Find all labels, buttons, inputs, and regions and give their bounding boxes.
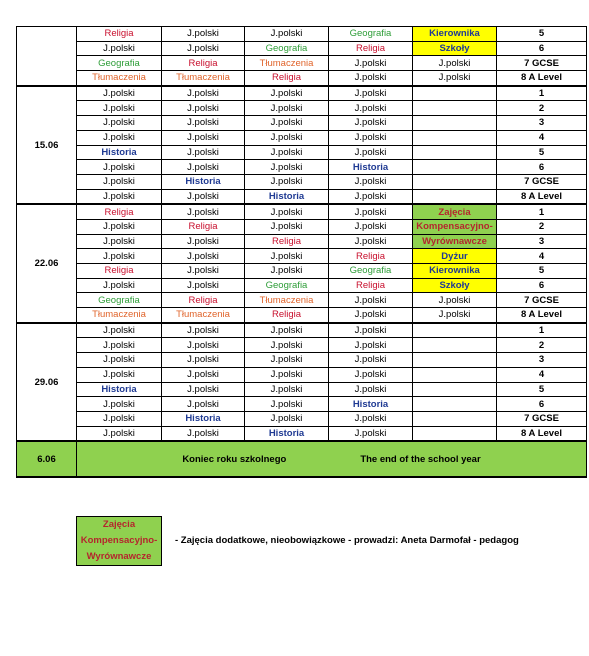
lesson-cell bbox=[413, 323, 497, 338]
duty-note-cell: Szkoły bbox=[413, 278, 497, 293]
schedule-row bbox=[17, 130, 587, 145]
schedule-row bbox=[17, 27, 587, 42]
lesson-cell: J.polski bbox=[162, 204, 245, 219]
lesson-cell: J.polski bbox=[329, 71, 413, 86]
lesson-cell: J.polski bbox=[245, 160, 329, 175]
lesson-cell: Geografia bbox=[77, 56, 162, 71]
extra-class-cell: Wyrównawcze bbox=[413, 234, 497, 249]
schedule-row bbox=[17, 367, 587, 382]
lesson-cell: J.polski bbox=[162, 367, 245, 382]
lesson-cell: J.polski bbox=[329, 101, 413, 116]
lesson-number: 1 bbox=[497, 323, 587, 338]
lesson-cell: J.polski bbox=[245, 204, 329, 219]
lesson-cell: J.polski bbox=[329, 382, 413, 397]
schedule-row bbox=[17, 204, 587, 219]
schedule-row bbox=[17, 116, 587, 131]
schedule-row bbox=[17, 411, 587, 426]
end-of-year-banner bbox=[77, 441, 587, 477]
lesson-cell: Tłumaczenia bbox=[77, 71, 162, 86]
lesson-cell: J.polski bbox=[245, 174, 329, 189]
lesson-cell: Religia bbox=[77, 27, 162, 42]
lesson-cell: J.polski bbox=[329, 145, 413, 160]
lesson-cell: Historia bbox=[245, 189, 329, 204]
lesson-cell: J.polski bbox=[245, 367, 329, 382]
lesson-cell: J.polski bbox=[245, 145, 329, 160]
lesson-cell: Religia bbox=[77, 264, 162, 279]
lesson-number: 6 bbox=[497, 41, 587, 56]
lesson-number: 8 A Level bbox=[497, 189, 587, 204]
lesson-cell: J.polski bbox=[162, 426, 245, 441]
lesson-cell: Tłumaczenia bbox=[162, 308, 245, 323]
lesson-cell: J.polski bbox=[245, 353, 329, 368]
duty-note-cell: Kierownika bbox=[413, 264, 497, 279]
lesson-cell: Geografia bbox=[329, 27, 413, 42]
end-of-year-row bbox=[17, 441, 587, 477]
schedule-row bbox=[17, 145, 587, 160]
lesson-cell: J.polski bbox=[245, 382, 329, 397]
lesson-cell: J.polski bbox=[245, 101, 329, 116]
lesson-cell: J.polski bbox=[245, 411, 329, 426]
lesson-cell: Tłumaczenia bbox=[245, 56, 329, 71]
lesson-cell: J.polski bbox=[77, 426, 162, 441]
week-date: 29.06 bbox=[17, 323, 77, 442]
lesson-cell: Religia bbox=[245, 234, 329, 249]
lesson-cell: J.polski bbox=[162, 27, 245, 42]
lesson-cell: J.polski bbox=[329, 353, 413, 368]
schedule-row bbox=[17, 323, 587, 338]
lesson-cell: J.polski bbox=[245, 338, 329, 353]
lesson-cell: J.polski bbox=[77, 189, 162, 204]
lesson-cell: J.polski bbox=[77, 116, 162, 131]
lesson-cell bbox=[413, 145, 497, 160]
lesson-cell: J.polski bbox=[162, 234, 245, 249]
lesson-number: 8 A Level bbox=[497, 71, 587, 86]
lesson-cell: J.polski bbox=[77, 219, 162, 234]
lesson-cell: Historia bbox=[329, 160, 413, 175]
lesson-cell: J.polski bbox=[245, 116, 329, 131]
lesson-cell: J.polski bbox=[245, 323, 329, 338]
duty-note-cell: Kierownika bbox=[413, 27, 497, 42]
lesson-cell: J.polski bbox=[77, 338, 162, 353]
lesson-cell: Tłumaczenia bbox=[245, 293, 329, 308]
lesson-cell: J.polski bbox=[413, 71, 497, 86]
lesson-cell: J.polski bbox=[329, 219, 413, 234]
lesson-cell: J.polski bbox=[162, 323, 245, 338]
lesson-number: 7 GCSE bbox=[497, 56, 587, 71]
week-date: 22.06 bbox=[17, 204, 77, 323]
lesson-number: 2 bbox=[497, 338, 587, 353]
lesson-cell: J.polski bbox=[77, 323, 162, 338]
lesson-number: 1 bbox=[497, 86, 587, 101]
lesson-cell: J.polski bbox=[329, 234, 413, 249]
schedule-row bbox=[17, 382, 587, 397]
lesson-number: 7 GCSE bbox=[497, 411, 587, 426]
lesson-cell bbox=[413, 426, 497, 441]
lesson-cell: Tłumaczenia bbox=[162, 71, 245, 86]
schedule-row bbox=[17, 41, 587, 56]
schedule-row bbox=[17, 234, 587, 249]
lesson-cell: Historia bbox=[77, 145, 162, 160]
schedule-row bbox=[17, 426, 587, 441]
lesson-number: 8 A Level bbox=[497, 426, 587, 441]
lesson-cell bbox=[413, 174, 497, 189]
lesson-number: 4 bbox=[497, 130, 587, 145]
lesson-cell: Religia bbox=[329, 278, 413, 293]
lesson-cell: Historia bbox=[162, 411, 245, 426]
lesson-cell bbox=[413, 189, 497, 204]
lesson-cell: J.polski bbox=[77, 86, 162, 101]
lesson-cell: Tłumaczenia bbox=[77, 308, 162, 323]
lesson-number: 3 bbox=[497, 116, 587, 131]
lesson-cell: J.polski bbox=[245, 130, 329, 145]
lesson-cell: J.polski bbox=[77, 278, 162, 293]
lesson-cell: J.polski bbox=[329, 116, 413, 131]
lesson-cell: J.polski bbox=[77, 353, 162, 368]
extra-class-cell: Zajęcia bbox=[413, 204, 497, 219]
lesson-cell bbox=[413, 411, 497, 426]
schedule-table bbox=[16, 26, 587, 478]
lesson-cell: J.polski bbox=[329, 308, 413, 323]
lesson-cell: J.polski bbox=[329, 338, 413, 353]
schedule-row bbox=[17, 160, 587, 175]
legend-box bbox=[76, 516, 162, 566]
lesson-cell: J.polski bbox=[162, 101, 245, 116]
lesson-cell: Religia bbox=[245, 308, 329, 323]
lesson-cell bbox=[413, 86, 497, 101]
schedule-row bbox=[17, 101, 587, 116]
lesson-cell: J.polski bbox=[413, 56, 497, 71]
lesson-cell: Religia bbox=[329, 249, 413, 264]
lesson-cell: Religia bbox=[245, 71, 329, 86]
lesson-cell: J.polski bbox=[329, 86, 413, 101]
legend-box-line: Zajęcia bbox=[102, 519, 136, 530]
lesson-number: 5 bbox=[497, 27, 587, 42]
lesson-cell: J.polski bbox=[329, 323, 413, 338]
lesson-cell: J.polski bbox=[162, 382, 245, 397]
lesson-cell: J.polski bbox=[162, 397, 245, 412]
lesson-cell: Geografia bbox=[245, 278, 329, 293]
lesson-cell: Religia bbox=[77, 204, 162, 219]
lesson-cell: J.polski bbox=[162, 86, 245, 101]
lesson-cell: J.polski bbox=[162, 116, 245, 131]
lesson-cell: J.polski bbox=[245, 264, 329, 279]
lesson-cell: Religia bbox=[162, 293, 245, 308]
lesson-number: 2 bbox=[497, 219, 587, 234]
end-date: 6.06 bbox=[17, 441, 77, 477]
lesson-cell: J.polski bbox=[329, 426, 413, 441]
lesson-cell: J.polski bbox=[329, 367, 413, 382]
lesson-cell: J.polski bbox=[77, 249, 162, 264]
lesson-cell: Historia bbox=[329, 397, 413, 412]
lesson-cell: J.polski bbox=[245, 397, 329, 412]
end-text-en: The end of the school year bbox=[360, 453, 481, 465]
lesson-cell: J.polski bbox=[245, 249, 329, 264]
lesson-cell: Religia bbox=[162, 56, 245, 71]
lesson-cell: J.polski bbox=[329, 189, 413, 204]
lesson-number: 5 bbox=[497, 145, 587, 160]
lesson-cell: Historia bbox=[162, 174, 245, 189]
schedule-row bbox=[17, 71, 587, 86]
lesson-cell: J.polski bbox=[162, 145, 245, 160]
lesson-cell: Geografia bbox=[329, 264, 413, 279]
schedule-row bbox=[17, 278, 587, 293]
lesson-cell: J.polski bbox=[162, 338, 245, 353]
lesson-cell bbox=[413, 101, 497, 116]
legend-box-line: Kompensacyjno- bbox=[80, 535, 158, 546]
lesson-cell: J.polski bbox=[245, 27, 329, 42]
schedule-row bbox=[17, 219, 587, 234]
lesson-number: 3 bbox=[497, 353, 587, 368]
lesson-cell bbox=[413, 382, 497, 397]
legend-description: - Zajęcia dodatkowe, nieobowiązkowe - prowadzi: Aneta Darmofał - pedagog bbox=[175, 535, 519, 546]
lesson-cell bbox=[413, 116, 497, 131]
extra-class-cell: Kompensacyjno- bbox=[413, 219, 497, 234]
lesson-number: 3 bbox=[497, 234, 587, 249]
lesson-number: 6 bbox=[497, 160, 587, 175]
lesson-cell: J.polski bbox=[413, 293, 497, 308]
schedule-row bbox=[17, 174, 587, 189]
lesson-cell: J.polski bbox=[162, 278, 245, 293]
schedule-row bbox=[17, 249, 587, 264]
lesson-number: 8 A Level bbox=[497, 308, 587, 323]
lesson-cell bbox=[413, 160, 497, 175]
end-text-pl: Koniec roku szkolnego bbox=[182, 453, 287, 465]
lesson-number: 7 GCSE bbox=[497, 174, 587, 189]
schedule-row bbox=[17, 86, 587, 101]
lesson-cell: J.polski bbox=[329, 174, 413, 189]
schedule-row bbox=[17, 56, 587, 71]
schedule-row bbox=[17, 397, 587, 412]
lesson-cell: J.polski bbox=[77, 174, 162, 189]
lesson-cell: J.polski bbox=[77, 367, 162, 382]
lesson-cell: J.polski bbox=[329, 204, 413, 219]
lesson-cell bbox=[413, 130, 497, 145]
lesson-cell: Historia bbox=[245, 426, 329, 441]
lesson-cell bbox=[413, 338, 497, 353]
schedule-row bbox=[17, 189, 587, 204]
lesson-number: 6 bbox=[497, 278, 587, 293]
lesson-number: 4 bbox=[497, 249, 587, 264]
lesson-cell: J.polski bbox=[77, 130, 162, 145]
lesson-number: 7 GCSE bbox=[497, 293, 587, 308]
lesson-cell: J.polski bbox=[329, 130, 413, 145]
schedule-row bbox=[17, 338, 587, 353]
lesson-cell: J.polski bbox=[77, 160, 162, 175]
lesson-number: 5 bbox=[497, 382, 587, 397]
lesson-number: 5 bbox=[497, 264, 587, 279]
lesson-cell: J.polski bbox=[245, 219, 329, 234]
lesson-cell: J.polski bbox=[77, 411, 162, 426]
lesson-cell: J.polski bbox=[77, 41, 162, 56]
duty-note-cell: Dyżur bbox=[413, 249, 497, 264]
lesson-cell bbox=[413, 353, 497, 368]
lesson-cell: J.polski bbox=[162, 41, 245, 56]
lesson-cell: J.polski bbox=[77, 234, 162, 249]
legend-box-line: Wyrównawcze bbox=[86, 551, 152, 562]
duty-note-cell: Szkoły bbox=[413, 41, 497, 56]
lesson-cell: Historia bbox=[77, 382, 162, 397]
lesson-number: 2 bbox=[497, 101, 587, 116]
schedule-row bbox=[17, 353, 587, 368]
lesson-cell: J.polski bbox=[162, 264, 245, 279]
lesson-cell: J.polski bbox=[162, 249, 245, 264]
lesson-number: 1 bbox=[497, 204, 587, 219]
lesson-cell: J.polski bbox=[162, 160, 245, 175]
lesson-cell: J.polski bbox=[162, 189, 245, 204]
lesson-cell: Geografia bbox=[77, 293, 162, 308]
lesson-cell: J.polski bbox=[77, 101, 162, 116]
lesson-cell: Religia bbox=[162, 219, 245, 234]
schedule-row bbox=[17, 308, 587, 323]
lesson-cell: J.polski bbox=[329, 56, 413, 71]
schedule-row bbox=[17, 264, 587, 279]
schedule-row bbox=[17, 293, 587, 308]
lesson-number: 6 bbox=[497, 397, 587, 412]
lesson-cell: J.polski bbox=[162, 353, 245, 368]
lesson-cell: J.polski bbox=[329, 293, 413, 308]
week-date bbox=[17, 27, 77, 86]
lesson-number: 4 bbox=[497, 367, 587, 382]
lesson-cell: Geografia bbox=[245, 41, 329, 56]
lesson-cell: J.polski bbox=[162, 130, 245, 145]
lesson-cell: Religia bbox=[329, 41, 413, 56]
week-date: 15.06 bbox=[17, 86, 77, 205]
lesson-cell: J.polski bbox=[77, 397, 162, 412]
lesson-cell bbox=[413, 367, 497, 382]
lesson-cell: J.polski bbox=[413, 308, 497, 323]
lesson-cell: J.polski bbox=[329, 411, 413, 426]
lesson-cell: J.polski bbox=[245, 86, 329, 101]
lesson-cell bbox=[413, 397, 497, 412]
